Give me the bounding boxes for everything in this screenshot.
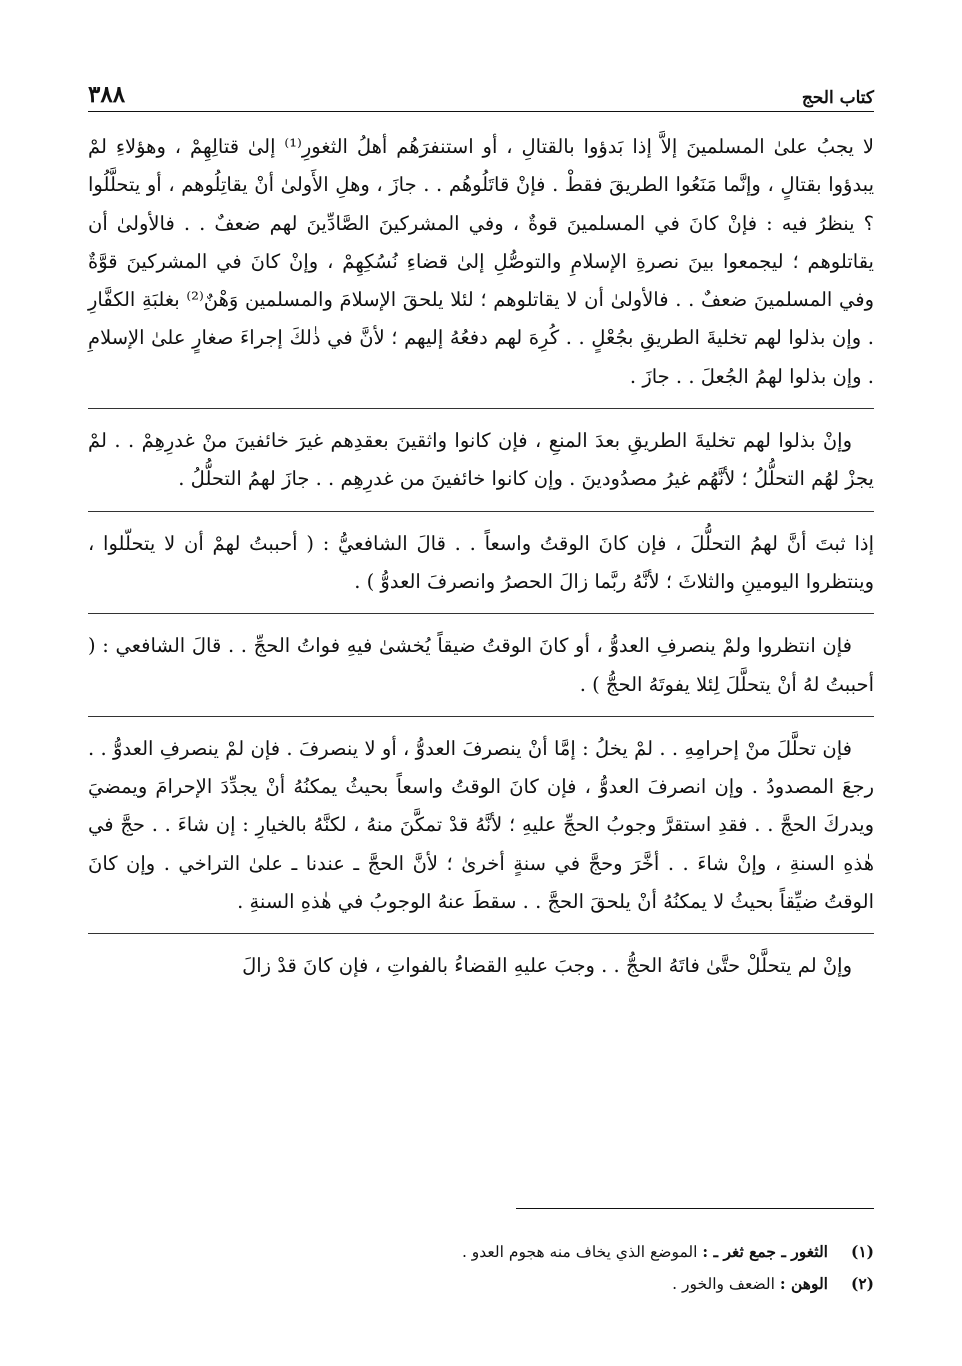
footnote-number: (١) [850, 1242, 874, 1261]
paragraph-divider [88, 613, 874, 615]
footnote-rule [516, 1208, 874, 1209]
footnote-text: الضعف والخور . [672, 1275, 775, 1293]
header-rule [88, 111, 874, 112]
paragraph: فإن تحلَّلَ منْ إحرامِهِ . . لمْ يخلُ : إمَّا أنْ ينصرفَ العدوُّ ، أو لا ينصرفَ . فإن لمْ ينصرفِ العدوُّ . . رجعَ المصدودُ . وإن انصرفَ العدوُّ ، فإن كانَ الوقتُ واسعاً بحيثُ يمكنُهُ أنْ يجدِّدَ الإحرامَ ويمضيَ ويدركَ الحجَّ . . فقدِ استقرَّ وجوبُ الحجِّ عليهِ ؛ لأنَّهُ قدْ تمكَّنَ منهُ ، لكنَّهُ بالخيارِ : إن شاءَ . . حجَّ في هٰذهِ السنةِ ، وإنْ شاءَ . . أخَّرَ وحجَّ في سنةٍ أخرىٰ ؛ لأنَّ الحجَّ ـ عندنا ـ علىٰ التراخي . وإن كانَ الوقتُ ضيِّقاً بحيثُ لا يمكنُهُ أنْ يلحقَ الحجَّ . . سقطَ عنهُ الوجوبُ في هٰذهِ السنةِ . [88, 736, 874, 914]
paragraph: فإن انتظروا ولمْ ينصرفِ العدوُّ ، أو كانَ الوقتُ ضيقاً يُخشىٰ فيهِ فواتُ الحجِّ . . قالَ الشافعي : ( أحببتُ لهُ أنْ يتحلَّلَ لِئلا يفوتَهُ الحجُّ ) . [88, 634, 874, 696]
paragraph-divider [88, 408, 874, 410]
paragraph-divider [88, 511, 874, 513]
footnote-item [88, 1268, 874, 1300]
footnote-item [88, 1236, 874, 1268]
paragraph: إذا ثبتَ أنَّ لهمُ التحلُّلَ ، فإن كانَ الوقتُ واسعاً . . قالَ الشافعيُّ : ( أحببتُ لهمْ أن لا يتحلّلوا ، وينتظروا اليومينِ والثلاثَ ؛ لأنَّهُ ربَّما زالَ الحصرُ وانصرفَ العدوُّ ) . [88, 531, 874, 593]
page-header [88, 78, 874, 108]
footnote-number: (٢) [850, 1274, 874, 1293]
footnotes [88, 1236, 874, 1300]
paragraph: وإنْ بذلوا لهم تخليةَ الطريقِ بعدَ المنعِ ، فإن كانوا واثقينَ بعقدِهم غيرَ خائفينَ منْ غدرِهِمْ . . لمْ يجزْ لهُم التحلُّلُ ؛ لأنَّهُم غيرُ مصدُودينَ . وإن كانوا خائفينَ من غدرِهِم . . جازَ لهمُ التحلُّلُ . [88, 429, 874, 491]
paragraph-divider [88, 716, 874, 718]
paragraph-divider [88, 933, 874, 935]
paragraph: وإنْ لم يتحلَّلْ حتَّىٰ فاتَهُ الحجُّ . . وجبَ عليهِ القضاءُ بالفواتِ ، فإن كانَ قدْ زالَ [242, 954, 852, 978]
running-title: كتاب الحج [801, 88, 874, 108]
footnote-term: الوهن : [779, 1274, 828, 1293]
footnote-text: الموضع الذي يخاف منه هجوم العدو . [461, 1243, 698, 1261]
paragraph: لا يجبُ علىٰ المسلمينَ إلاَّ إذا بَدؤوا بالقتالِ ، أو استنفرَهُم أهلُ الثغورِ⁽¹⁾ إلىٰ قتالِهِمْ ، وهؤلاءِ لمْ يبدؤوا بقتالٍ ، وإنَّما مَنَعُوا الطريقَ فقطْ . فإنْ قاتَلُوهُم . . جازَ ، وهلِ الأَولىٰ أنْ يقاتِلُوهم ، أو يتحلَّلُوا ؟ ينظرُ فيه : فإنْ كانَ في المسلمينَ قوةٌ ، وفي المشركينَ الصَّادِّينَ لهم ضعفٌ . . فالأولىٰ أن يقاتلوهم ؛ ليجمعوا بينَ نصرةِ الإسلامِ والتوصُّلِ إلىٰ قضاءِ نُسُكِهِمْ ، وإنْ كانَ في المشركينَ قوَّةٌ وفي المسلمينَ ضعفٌ . . فالأولىٰ أن لا يقاتلوهم ؛ لئلا يلحقَ الإسلامَ والمسلمين وَهْنٌ⁽²⁾ بغلبَةِ الكفَّارِ . وإن بذلوا لهم تخليةَ الطريقِ بجُعْلٍ . . كُرِهَ لهم دفعُهُ إليهم ؛ لأنَّ في ذٰلكَ إجراءَ صغارٍ علىٰ الإسلامِ . وإن بذلوا لهمُ الجُعلَ . . جازَ . [88, 135, 874, 388]
page-number: ٣٨٨ [88, 81, 126, 108]
footnote-term: الثغور ـ جمع ثغر ـ : [702, 1242, 828, 1261]
main-text [88, 128, 874, 986]
